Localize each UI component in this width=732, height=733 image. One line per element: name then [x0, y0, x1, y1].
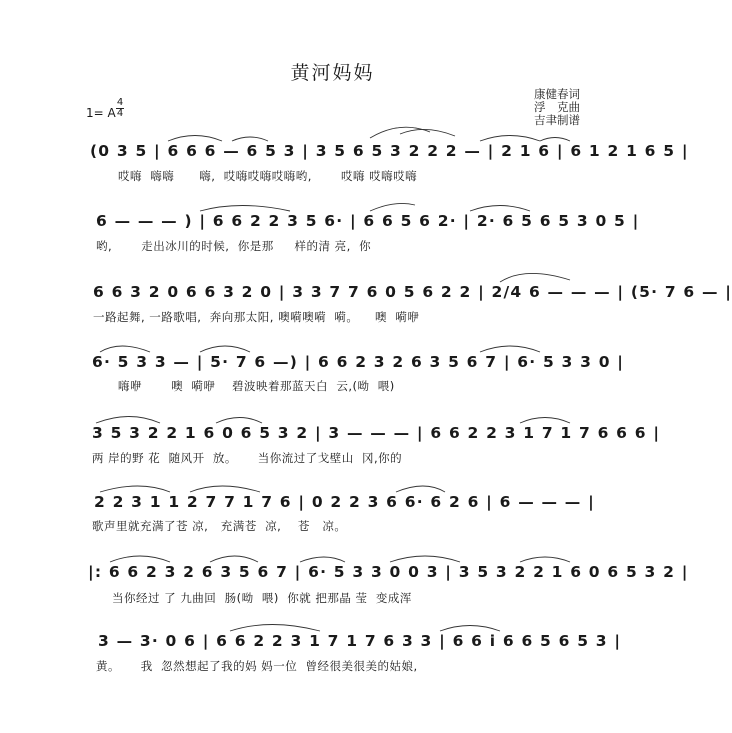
lyricist-credit: 康健春词	[534, 87, 580, 101]
notation-row-6: 2 2 3 1 1 2 7 7 1 7 6 | 0 2 2 3 6 6· 6 2 6 | 6 — — — |	[94, 493, 595, 511]
lyrics-row-8: 黄。 我 忽然想起了我的妈 妈一位 曾经很美很美的姑娘,	[96, 659, 418, 673]
time-signature-bottom: 4	[116, 108, 124, 119]
lyrics-row-2: 哟, 走出冰川的时候, 你是那 样的清 亮, 你	[96, 239, 372, 253]
key-signature: 1= A	[86, 106, 116, 120]
lyrics-row-7: 当你经过 了 九曲回 肠(呦 喂) 你就 把那晶 莹 变成浑	[112, 591, 412, 605]
lyrics-row-4: 嗨咿 噢 嗬咿 碧波映着那蓝天白 云,(呦 喂)	[118, 379, 395, 393]
song-title: 黄河妈妈	[290, 62, 375, 84]
transcriber-credit: 吉聿制谱	[534, 113, 580, 127]
lyrics-row-1: 哎嗨 嗨嗨 嗨, 哎嗨哎嗨哎嗨哟, 哎嗨 哎嗨哎嗨	[118, 169, 418, 183]
notation-row-3: 6 6 3 2 0 6 6 3 2 0 | 3 3 7 7 6 0 5 6 2 2 | 2/4 6 — — — | (5· 7 6 — |	[93, 283, 732, 301]
composer-credit: 浮 克曲	[534, 100, 580, 114]
lyrics-row-6: 歌声里就充满了苍 凉, 充满苍 凉, 苍 凉。	[92, 519, 347, 533]
notation-row-8: 3 — 3· 0 6 | 6 6 2 2 3 1 7 1 7 6 3 3 | 6 6 i 6 6 5 6 5 3 |	[98, 632, 622, 650]
notation-row-1: (0 3 5 | 6 6 6 — 6 5 3 | 3 5 6 5 3 2 2 2 — | 2 1 6 | 6 1 2 1 6 5 |	[90, 142, 689, 160]
notation-row-4: 6· 5 3 3 — | 5· 7 6 —) | 6 6 2 3 2 6 3 5 6 7 | 6· 5 3 3 0 |	[92, 353, 625, 371]
lyrics-row-3: 一路起舞, 一路歌唱, 奔向那太阳, 噢嗬噢嗬 嗬。 噢 嗬咿	[93, 310, 420, 324]
time-signature-top: 4	[116, 97, 124, 108]
notation-row-7: |: 6 6 2 3 2 6 3 5 6 7 | 6· 5 3 3 0 0 3 | 3 5 3 2 2 1 6 0 6 5 3 2 |	[88, 563, 689, 581]
notation-row-5: 3 5 3 2 2 1 6 0 6 5 3 2 | 3 — — — | 6 6 2 2 3 1 7 1 7 6 6 6 |	[92, 424, 661, 442]
lyrics-row-5: 两 岸的野 花 随风开 放。 当你流过了戈壁山 冈,你的	[92, 451, 403, 465]
notation-row-2: 6 — — — ) | 6 6 2 2 3 5 6· | 6 6 5 6 2· | 2· 6 5 6 5 3 0 5 |	[96, 212, 640, 230]
